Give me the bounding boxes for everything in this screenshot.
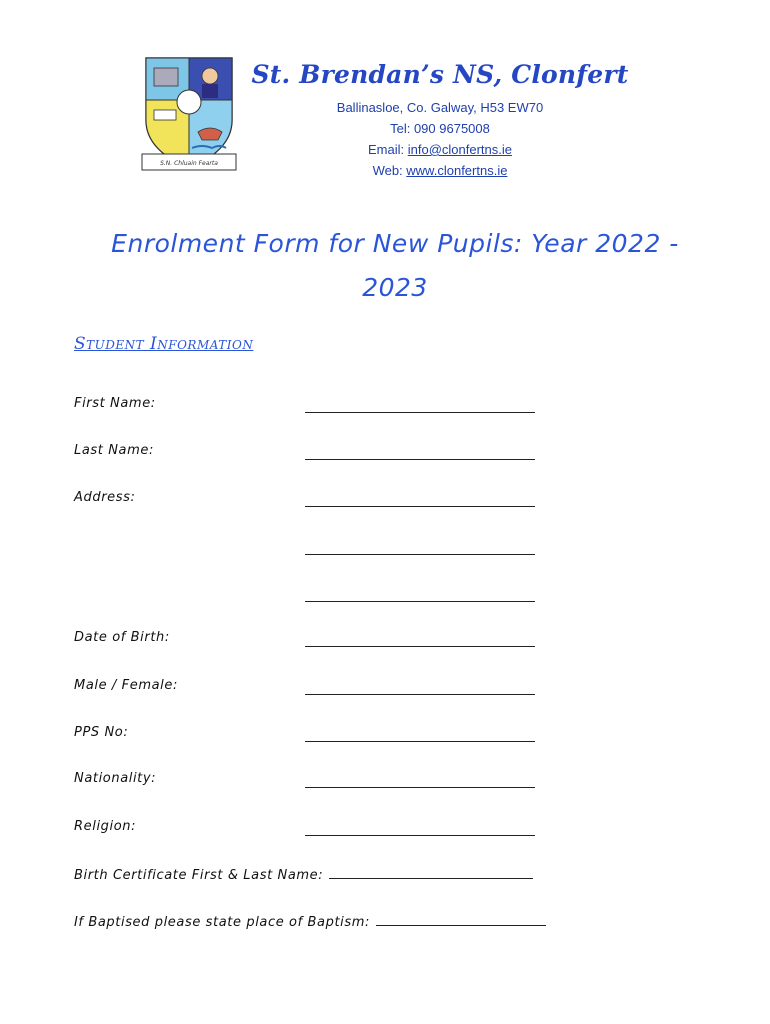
nationality-label: Nationality: [74, 771, 157, 786]
dob-label: Date of Birth: [74, 630, 170, 645]
last-name-label: Last Name: [74, 443, 154, 458]
address-field-3[interactable] [305, 600, 535, 602]
web-link[interactable]: www.clonfertns.ie [406, 163, 508, 178]
birth-cert-field[interactable] [329, 866, 533, 879]
first-name-label: First Name: [74, 396, 156, 411]
last-name-field[interactable] [305, 458, 535, 460]
email-label: Email: [368, 142, 408, 157]
pps-field[interactable] [305, 740, 535, 742]
baptism-row [74, 913, 546, 933]
address-field-1[interactable] [305, 505, 535, 507]
birth-cert-label: Birth Certificate First & Last Name: [74, 868, 324, 883]
school-email-line [250, 142, 630, 157]
school-tel: Tel: 090 9675008 [390, 121, 490, 136]
baptism-label: If Baptised please state place of Baptism: [74, 915, 370, 930]
form-title-line1: Enrolment Form for New Pupils: Year 2022 - [111, 229, 679, 258]
form-title [95, 222, 695, 310]
form-title-line2: 2023 [362, 273, 428, 302]
gender-field[interactable] [305, 693, 535, 695]
web-label: Web: [372, 163, 407, 178]
first-name-field[interactable] [305, 411, 535, 413]
section-heading: Student Information [74, 334, 254, 354]
dob-field[interactable] [305, 645, 535, 647]
school-name: St. Brendan’s NS, Clonfert [251, 60, 629, 89]
religion-label: Religion: [74, 819, 137, 834]
nationality-field[interactable] [305, 786, 535, 788]
religion-field[interactable] [305, 834, 535, 836]
birth-cert-row [74, 866, 533, 886]
address-field-2[interactable] [305, 553, 535, 555]
school-crest-logo [140, 50, 238, 180]
address-label: Address: [74, 490, 136, 505]
email-link[interactable]: info@clonfertns.ie [407, 142, 512, 157]
school-web-line [250, 163, 630, 178]
baptism-field[interactable] [376, 913, 546, 926]
school-address: Ballinasloe, Co. Galway, H53 EW70 [336, 100, 544, 115]
crest-motto: S.N. Chluain Fearta [160, 160, 218, 167]
pps-label: PPS No: [74, 725, 129, 740]
gender-label: Male / Female: [74, 678, 178, 693]
